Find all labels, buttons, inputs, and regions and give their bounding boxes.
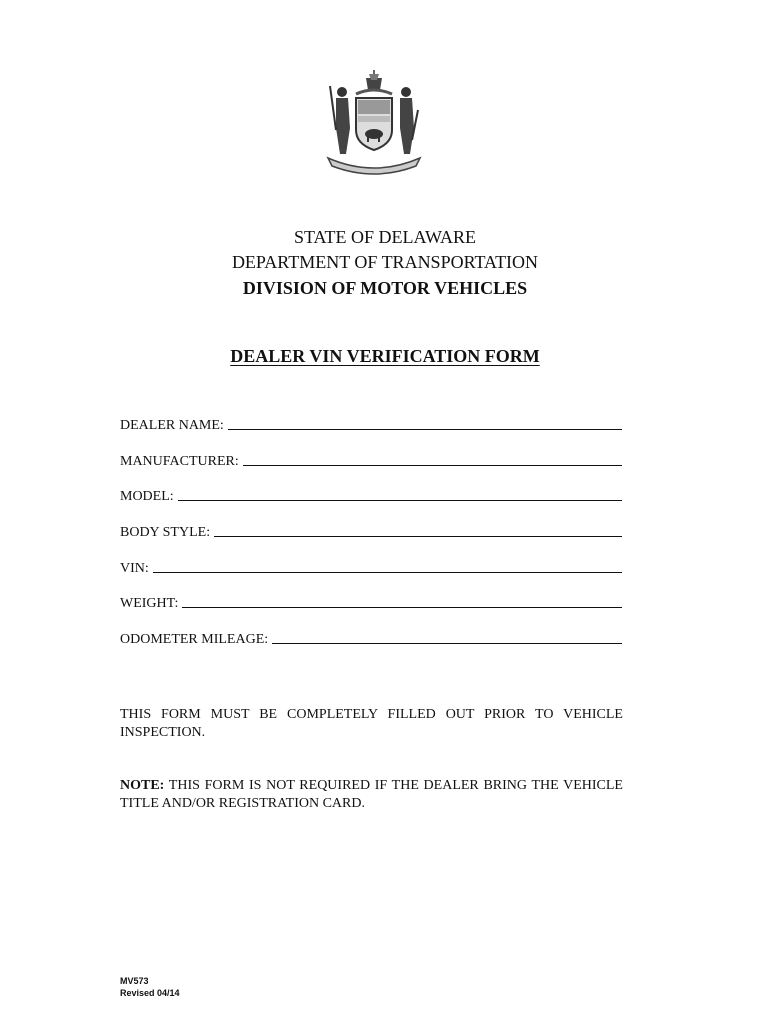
division-heading: DIVISION OF MOTOR VEHICLES (242, 278, 528, 298)
vin-label: VIN: (120, 561, 149, 576)
manufacturer-field[interactable] (120, 450, 622, 470)
dealer-name-line[interactable] (228, 415, 622, 430)
model-label: MODEL: (120, 489, 174, 504)
note-text: THIS FORM IS NOT REQUIRED IF THE DEALER BRING THE VEHICLE TITLE AND/OR REGISTRATION CARD. (120, 778, 623, 811)
body-style-field[interactable] (120, 521, 622, 541)
odometer-label: ODOMETER MILEAGE: (120, 632, 269, 647)
form-title: DEALER VIN VERIFICATION FORM (230, 346, 540, 366)
model-field[interactable] (120, 485, 622, 505)
body-style-label: BODY STYLE: (120, 525, 211, 540)
weight-line[interactable] (182, 593, 622, 608)
model-line[interactable] (178, 486, 622, 501)
department-heading: DEPARTMENT OF TRANSPORTATION (231, 252, 539, 272)
body-style-line[interactable] (214, 522, 622, 537)
instructions-text: THIS FORM MUST BE COMPLETELY FILLED OUT PRIOR TO VEHICLE INSPECTION. (120, 707, 623, 740)
weight-label: WEIGHT: (120, 596, 179, 611)
note-paragraph (120, 777, 623, 813)
state-heading: STATE OF DELAWARE (293, 227, 477, 247)
manufacturer-label: MANUFACTURER: (120, 454, 239, 469)
manufacturer-line[interactable] (243, 451, 622, 466)
weight-field[interactable] (120, 592, 622, 612)
vin-line[interactable] (153, 558, 622, 573)
revision-date: Revised 04/14 (120, 988, 180, 998)
note-label: NOTE: (120, 778, 165, 793)
dealer-name-label: DEALER NAME: (120, 418, 224, 433)
odometer-field[interactable] (120, 628, 622, 648)
state-seal-logo (316, 70, 432, 178)
form-number: MV573 (120, 976, 149, 986)
vin-field[interactable] (120, 557, 622, 577)
odometer-line[interactable] (272, 629, 622, 644)
dealer-name-field[interactable] (120, 414, 622, 434)
